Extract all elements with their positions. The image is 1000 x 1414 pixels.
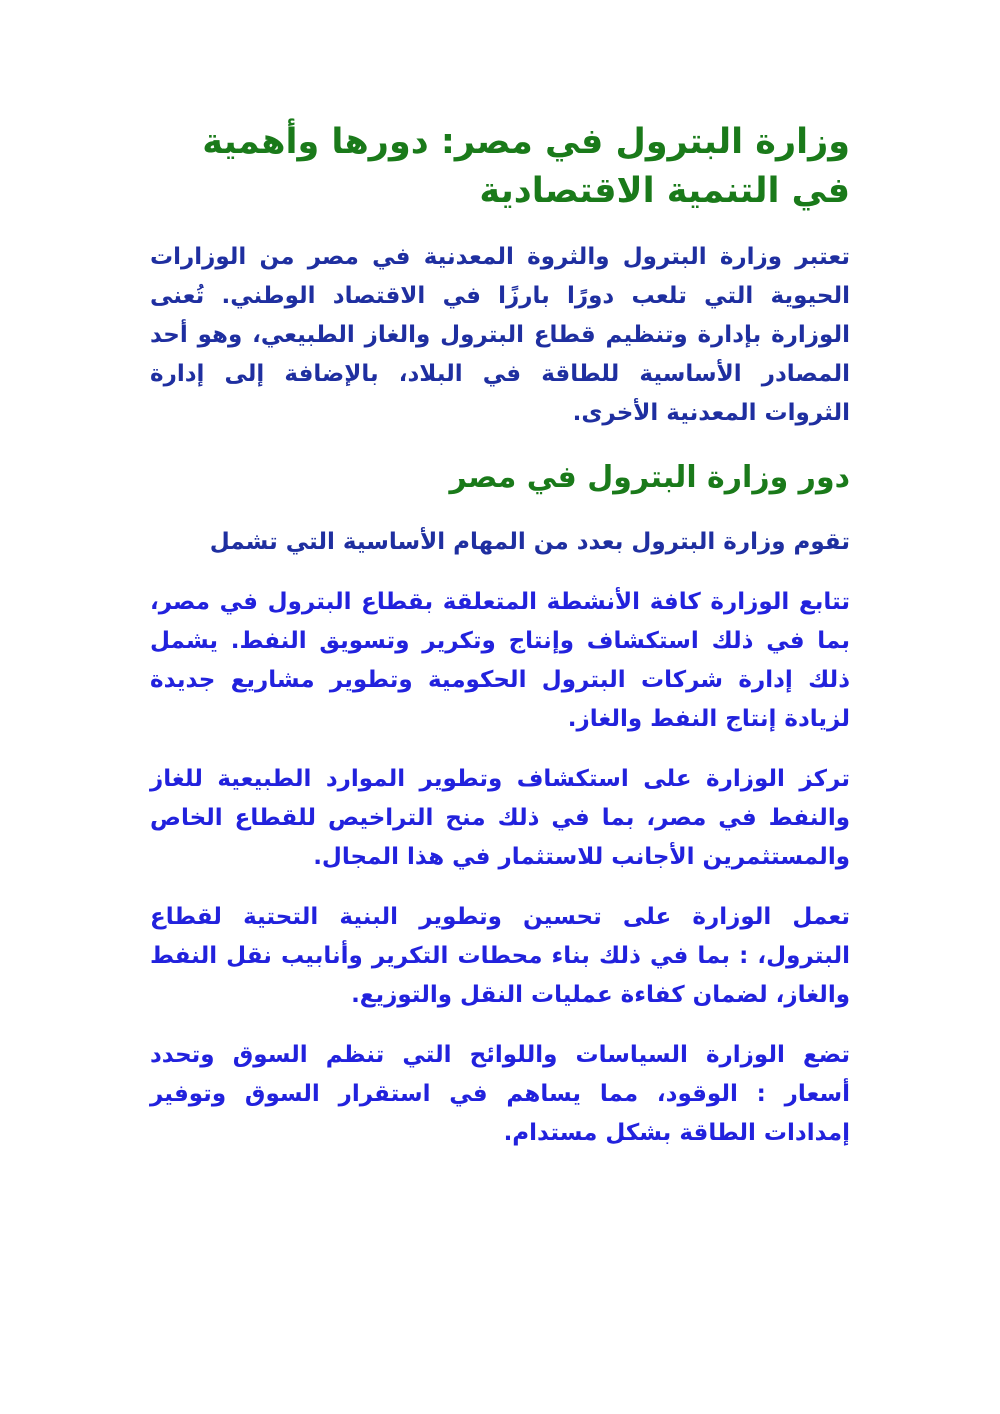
document-page xyxy=(150,118,850,1174)
paragraph-exploration: تركز الوزارة على استكشاف وتطوير الموارد الطبيعية للغاز والنفط في مصر، بما في ذلك منح التراخيص للقطاع الخاص والمستثمرين الأجانب للاستثمار في هذا المجال. xyxy=(150,766,850,870)
intro-paragraph: تعتبر وزارة البترول والثروة المعدنية في مصر من الوزارات الحيوية التي تلعب دورًا بارزًا في الاقتصاد الوطني. تُعنى الوزارة بإدارة وتنظيم قطاع البترول والغاز الطبيعي، وهو أحد المصادر الأساسية للطاقة في البلاد، بالإضافة إلى إدارة الثروات المعدنية الأخرى. xyxy=(150,244,850,426)
paragraph-infrastructure: تعمل الوزارة على تحسين وتطوير البنية التحتية لقطاع البترول، : بما في ذلك بناء محطات التكرير وأنابيب نقل النفط والغاز، لضمان كفاءة عمليات النقل والتوزيع. xyxy=(150,904,850,1008)
section-title: دور وزارة البترول في مصر xyxy=(449,460,850,495)
paragraph-operations: تتابع الوزارة كافة الأنشطة المتعلقة بقطاع البترول في مصر، بما في ذلك استكشاف وإنتاج وتكرير وتسويق النفط. يشمل ذلك إدارة شركات البترول الحكومية وتطوير مشاريع جديدة لزيادة إنتاج النفط والغاز. xyxy=(150,589,850,732)
section-lead: تقوم وزارة البترول بعدد من المهام الأساسية التي تشمل xyxy=(209,529,850,555)
paragraph-policies: تضع الوزارة السياسات واللوائح التي تنظم السوق وتحدد أسعار : الوقود، مما يساهم في استقرار السوق وتوفير إمدادات الطاقة بشكل مستدام. xyxy=(150,1042,850,1146)
page-title: وزارة البترول في مصر: دورها وأهمية في التنمية الاقتصادية xyxy=(202,122,850,211)
